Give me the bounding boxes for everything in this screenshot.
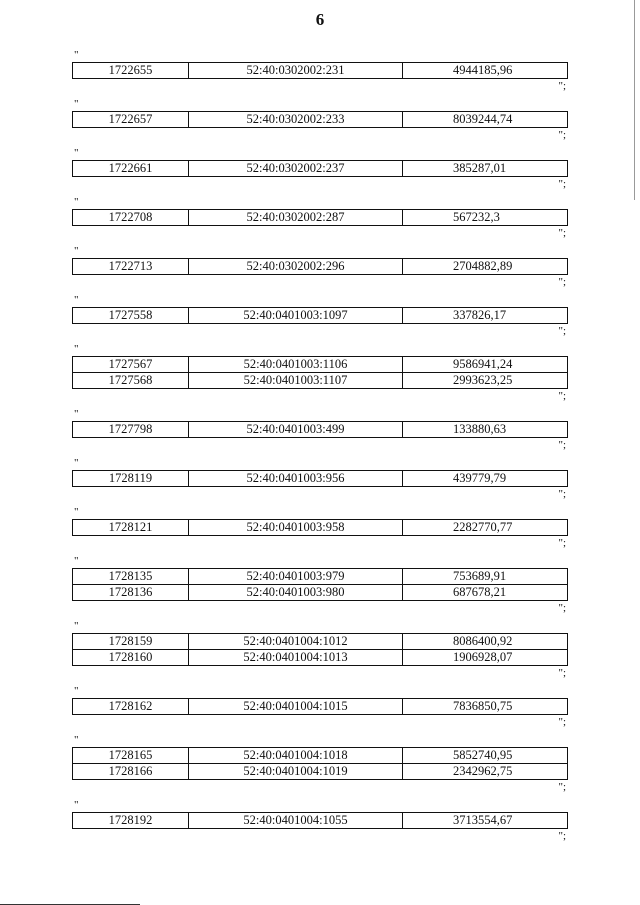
cadastral-value-cell: 439779,79 <box>403 471 568 487</box>
cadastral-value-cell: 4944185,96 <box>403 63 568 79</box>
cadastral-number-cell: 52:40:0302002:237 <box>189 161 403 177</box>
document-body <box>72 48 568 847</box>
row-number-cell: 1728135 <box>73 569 189 585</box>
cadastral-number-cell: 52:40:0401003:956 <box>189 471 403 487</box>
row-number-cell: 1722657 <box>73 112 189 128</box>
closing-quote-mark: "; <box>558 781 566 793</box>
amendment-block <box>72 97 568 146</box>
opening-quote-mark: " <box>74 506 79 518</box>
table-row <box>73 357 568 373</box>
opening-quote-mark: " <box>74 245 79 257</box>
table-row <box>73 161 568 177</box>
cadastral-value-cell: 753689,91 <box>403 569 568 585</box>
table-row <box>73 813 568 829</box>
table-row <box>73 699 568 715</box>
cadastral-value-cell: 7836850,75 <box>403 699 568 715</box>
parcel-table <box>72 747 568 780</box>
table-row <box>73 471 568 487</box>
cadastral-value-cell: 2342962,75 <box>403 764 568 780</box>
scan-edge-line <box>634 0 635 200</box>
cadastral-number-cell: 52:40:0401004:1019 <box>189 764 403 780</box>
closing-quote-mark: "; <box>558 439 566 451</box>
closing-quote-mark: "; <box>558 716 566 728</box>
amendment-block <box>72 619 568 684</box>
table-row <box>73 112 568 128</box>
parcel-table <box>72 698 568 715</box>
cadastral-number-cell: 52:40:0401003:979 <box>189 569 403 585</box>
closing-quote-mark: "; <box>558 276 566 288</box>
page-number: 6 <box>315 10 325 29</box>
amendment-block <box>72 195 568 244</box>
amendment-block <box>72 146 568 195</box>
table-row <box>73 634 568 650</box>
cadastral-number-cell: 52:40:0302002:233 <box>189 112 403 128</box>
cadastral-value-cell: 9586941,24 <box>403 357 568 373</box>
closing-quote-mark: "; <box>558 129 566 141</box>
amendment-block <box>72 798 568 847</box>
cadastral-number-cell: 52:40:0302002:287 <box>189 210 403 226</box>
opening-quote-mark: " <box>74 620 79 632</box>
row-number-cell: 1728119 <box>73 471 189 487</box>
cadastral-value-cell: 2704882,89 <box>403 259 568 275</box>
parcel-table <box>72 633 568 666</box>
amendment-block <box>72 505 568 554</box>
parcel-table <box>72 568 568 601</box>
cadastral-value-cell: 337826,17 <box>403 308 568 324</box>
parcel-table <box>72 470 568 487</box>
opening-quote-mark: " <box>74 799 79 811</box>
table-row <box>73 650 568 666</box>
row-number-cell: 1722713 <box>73 259 189 275</box>
cadastral-number-cell: 52:40:0401003:499 <box>189 422 403 438</box>
row-number-cell: 1727798 <box>73 422 189 438</box>
parcel-table <box>72 209 568 226</box>
closing-quote-mark: "; <box>558 325 566 337</box>
opening-quote-mark: " <box>74 196 79 208</box>
amendment-block <box>72 48 568 97</box>
cadastral-value-cell: 2993623,25 <box>403 373 568 389</box>
block-spacer <box>72 843 568 847</box>
table-row <box>73 259 568 275</box>
row-number-cell: 1728159 <box>73 634 189 650</box>
amendment-block <box>72 293 568 342</box>
amendment-block <box>72 342 568 407</box>
cadastral-value-cell: 8086400,92 <box>403 634 568 650</box>
parcel-table <box>72 519 568 536</box>
amendment-block <box>72 407 568 456</box>
amendment-block <box>72 456 568 505</box>
parcel-table <box>72 356 568 389</box>
table-row <box>73 422 568 438</box>
row-number-cell: 1728192 <box>73 813 189 829</box>
opening-quote-mark: " <box>74 734 79 746</box>
row-number-cell: 1728160 <box>73 650 189 666</box>
cadastral-number-cell: 52:40:0401003:980 <box>189 585 403 601</box>
parcel-table <box>72 307 568 324</box>
row-number-cell: 1728136 <box>73 585 189 601</box>
table-row <box>73 210 568 226</box>
cadastral-number-cell: 52:40:0401004:1012 <box>189 634 403 650</box>
cadastral-number-cell: 52:40:0401004:1018 <box>189 748 403 764</box>
opening-quote-mark: " <box>74 685 79 697</box>
closing-quote-mark: "; <box>558 667 566 679</box>
parcel-table <box>72 258 568 275</box>
amendment-block <box>72 244 568 293</box>
closing-quote-mark: "; <box>558 80 566 92</box>
cadastral-number-cell: 52:40:0302002:231 <box>189 63 403 79</box>
cadastral-number-cell: 52:40:0401004:1055 <box>189 813 403 829</box>
cadastral-number-cell: 52:40:0401003:1097 <box>189 308 403 324</box>
row-number-cell: 1722655 <box>73 63 189 79</box>
cadastral-value-cell: 687678,21 <box>403 585 568 601</box>
closing-quote-mark: "; <box>558 390 566 402</box>
table-row <box>73 748 568 764</box>
cadastral-number-cell: 52:40:0401003:1107 <box>189 373 403 389</box>
cadastral-value-cell: 567232,3 <box>403 210 568 226</box>
cadastral-value-cell: 5852740,95 <box>403 748 568 764</box>
row-number-cell: 1728166 <box>73 764 189 780</box>
row-number-cell: 1728121 <box>73 520 189 536</box>
parcel-table <box>72 812 568 829</box>
closing-quote-mark: "; <box>558 537 566 549</box>
cadastral-number-cell: 52:40:0401004:1015 <box>189 699 403 715</box>
table-row <box>73 63 568 79</box>
cadastral-number-cell: 52:40:0401004:1013 <box>189 650 403 666</box>
closing-quote-mark: "; <box>558 227 566 239</box>
opening-quote-mark: " <box>74 555 79 567</box>
parcel-table <box>72 62 568 79</box>
row-number-cell: 1722661 <box>73 161 189 177</box>
closing-quote-mark: "; <box>558 830 566 842</box>
cadastral-value-cell: 2282770,77 <box>403 520 568 536</box>
table-row <box>73 308 568 324</box>
amendment-block <box>72 554 568 619</box>
opening-quote-mark: " <box>74 408 79 420</box>
opening-quote-mark: " <box>74 49 79 61</box>
opening-quote-mark: " <box>74 343 79 355</box>
row-number-cell: 1722708 <box>73 210 189 226</box>
opening-quote-mark: " <box>74 98 79 110</box>
table-row <box>73 764 568 780</box>
row-number-cell: 1728165 <box>73 748 189 764</box>
closing-quote-mark: "; <box>558 488 566 500</box>
cadastral-value-cell: 8039244,74 <box>403 112 568 128</box>
opening-quote-mark: " <box>74 457 79 469</box>
row-number-cell: 1727568 <box>73 373 189 389</box>
closing-quote-mark: "; <box>558 602 566 614</box>
cadastral-value-cell: 3713554,67 <box>403 813 568 829</box>
table-row <box>73 373 568 389</box>
opening-quote-mark: " <box>74 147 79 159</box>
amendment-block <box>72 684 568 733</box>
parcel-table <box>72 421 568 438</box>
row-number-cell: 1727567 <box>73 357 189 373</box>
cadastral-value-cell: 385287,01 <box>403 161 568 177</box>
table-row <box>73 569 568 585</box>
row-number-cell: 1727558 <box>73 308 189 324</box>
parcel-table <box>72 160 568 177</box>
cadastral-number-cell: 52:40:0401003:1106 <box>189 357 403 373</box>
table-row <box>73 520 568 536</box>
opening-quote-mark: " <box>74 294 79 306</box>
amendment-block <box>72 733 568 798</box>
cadastral-value-cell: 1906928,07 <box>403 650 568 666</box>
cadastral-value-cell: 133880,63 <box>403 422 568 438</box>
row-number-cell: 1728162 <box>73 699 189 715</box>
table-row <box>73 585 568 601</box>
parcel-table <box>72 111 568 128</box>
closing-quote-mark: "; <box>558 178 566 190</box>
cadastral-number-cell: 52:40:0401003:958 <box>189 520 403 536</box>
cadastral-number-cell: 52:40:0302002:296 <box>189 259 403 275</box>
